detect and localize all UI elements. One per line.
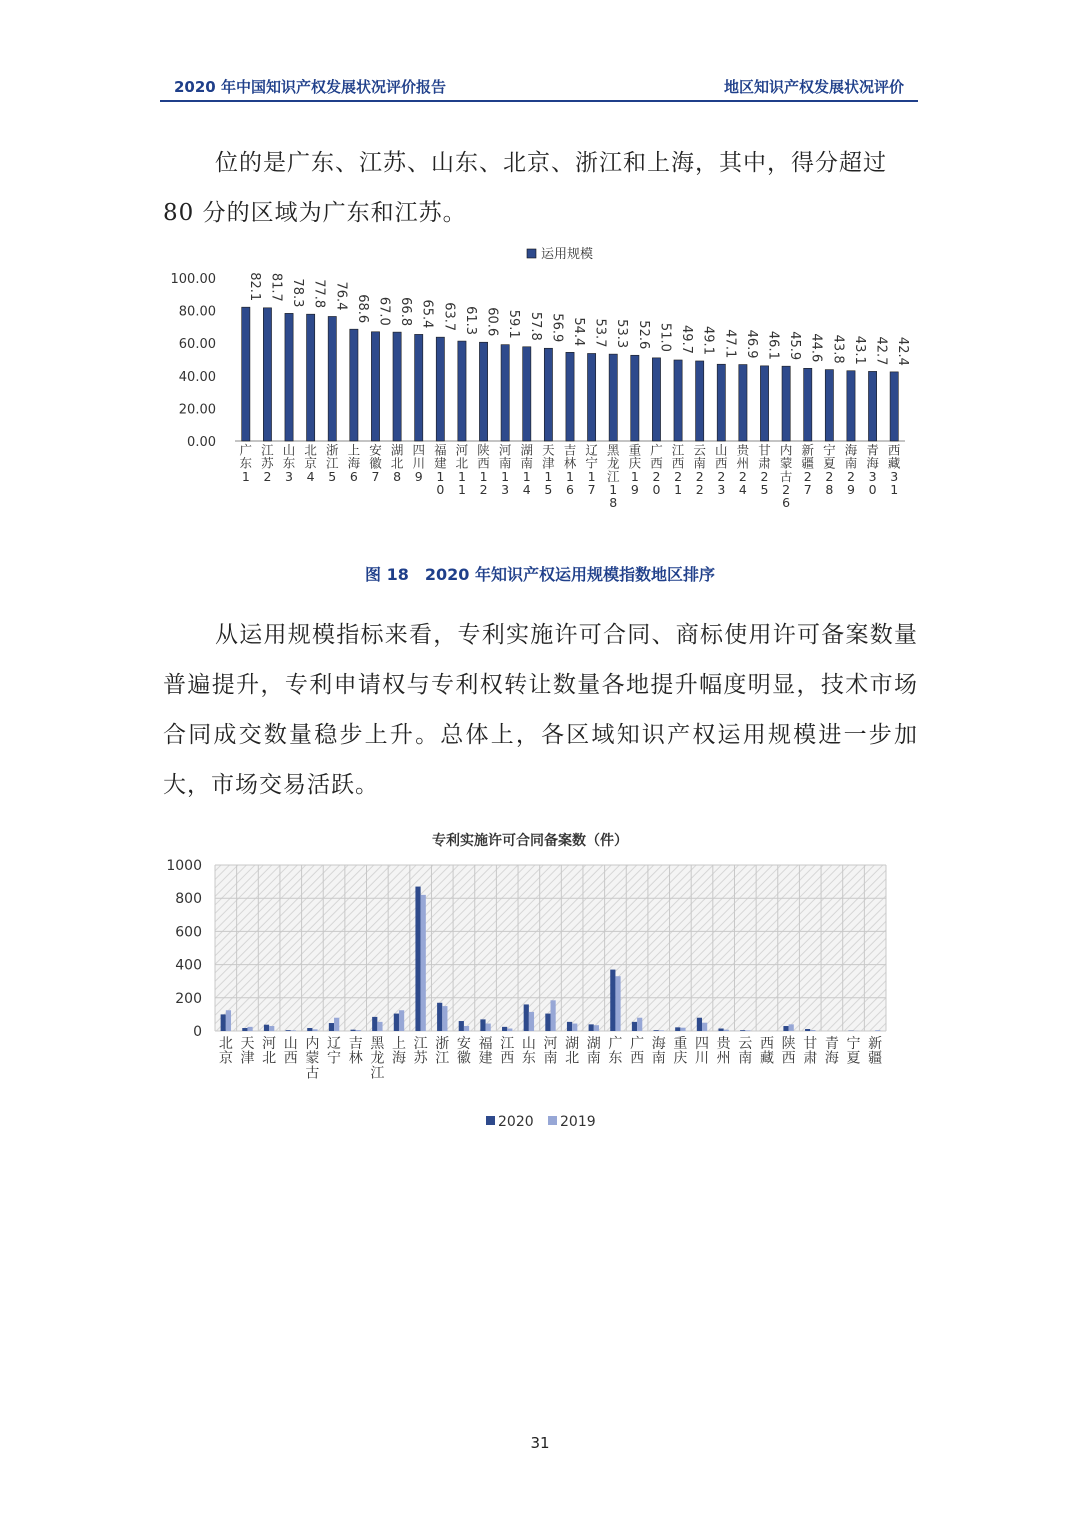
chart1-category-label: 广西 2 0 [650, 442, 663, 497]
chart2-bar-2019 [507, 1029, 512, 1031]
chart2-y-tick-label: 200 [175, 990, 202, 1007]
chart2-category-label: 北京 [218, 1036, 233, 1067]
chart1-value-label: 61.3 [462, 306, 478, 336]
chart1-value-label: 65.4 [419, 299, 435, 329]
chart2-bar-2020 [286, 1030, 291, 1031]
chart2-category-label: 山东 [521, 1036, 536, 1067]
chart1-value-label: 59.1 [506, 309, 522, 339]
chart1-category-label: 北京 4 [304, 442, 317, 484]
chart1-bar [523, 347, 531, 441]
chart2-bar-2019 [334, 1018, 339, 1031]
chart2-bar-2019 [529, 1012, 534, 1031]
chart1-bar [263, 308, 271, 441]
chart1-category-label: 西藏 3 1 [887, 442, 901, 497]
chart2-bar-2020 [350, 1030, 355, 1031]
chart-patent-license-contracts [150, 825, 910, 1145]
chart1-legend-swatch [527, 249, 536, 258]
chart1-category-label: 内蒙古 2 6 [779, 442, 793, 510]
chart2-category-label: 河南 [543, 1036, 558, 1067]
chart1-value-label: 52.6 [635, 320, 651, 350]
chart2-category-label: 陕西 [781, 1036, 796, 1067]
chart2-category-label: 西藏 [759, 1036, 774, 1067]
chart2-category-label: 贵州 [716, 1036, 731, 1067]
chart1-value-label: 77.8 [311, 279, 327, 309]
chart2-bar-2019 [810, 1030, 815, 1031]
chart2-legend-label: 2019 [560, 1114, 596, 1130]
chart1-value-label: 68.6 [354, 294, 370, 324]
chart1-value-label: 51.0 [657, 322, 673, 352]
chart2-category-label: 新疆 [868, 1036, 883, 1067]
chart1-bar [847, 371, 855, 441]
chart2-category-label: 浙江 [435, 1036, 450, 1067]
chart2-category-label: 黑龙江 [370, 1036, 385, 1082]
chart1-bar [328, 316, 336, 441]
chart1-category-label: 江西 2 1 [671, 442, 685, 497]
chart2-category-label: 天津 [240, 1036, 255, 1067]
chart1-category-label: 广东 1 [239, 442, 253, 484]
chart1-bar [501, 345, 509, 441]
chart1-category-label: 浙江 5 [326, 442, 339, 484]
chart2-category-label: 湖南 [586, 1036, 601, 1067]
chart2-bar-2020 [783, 1026, 788, 1031]
chart2-bar-2020 [545, 1014, 550, 1031]
chart2-category-label: 湖北 [565, 1036, 580, 1067]
chart1-value-label: 47.1 [722, 329, 738, 359]
chart1-category-label: 陕西 1 2 [477, 442, 490, 497]
chart1-bar [760, 366, 768, 441]
chart1-bar [285, 313, 293, 441]
chart1-category-label: 湖北 8 [390, 442, 404, 484]
chart1-category-label: 黑龙江 1 8 [606, 442, 620, 510]
chart1-category-label: 贵州 2 4 [736, 442, 750, 497]
chart2-category-label: 重庆 [673, 1036, 688, 1067]
chart2-category-label: 安徽 [456, 1036, 471, 1067]
chart1-value-label: 81.7 [268, 272, 284, 302]
chart1-category-label: 青海 3 0 [866, 442, 879, 497]
chart2-bar-2020 [718, 1029, 723, 1031]
chart1-bar [674, 360, 682, 441]
chart1-bar [458, 341, 466, 441]
chart2-bar-2019 [551, 1000, 556, 1031]
chart2-y-tick-label: 1000 [166, 858, 202, 874]
chart1-y-tick-label: 20.00 [178, 402, 216, 418]
chart2-bar-2020 [740, 1030, 745, 1031]
chart1-value-label: 78.3 [290, 278, 306, 308]
chart1-value-label: 42.4 [895, 336, 911, 366]
page-number: 31 [530, 1434, 550, 1452]
chart2-bar-2020 [221, 1014, 226, 1031]
chart1-category-label: 河南 1 3 [498, 442, 512, 497]
chart1-category-label: 山东 3 [282, 442, 296, 484]
chart2-category-label: 青海 [824, 1036, 839, 1067]
chart2-bar-2019 [442, 1006, 447, 1031]
chart1-bar [479, 342, 487, 441]
chart1-bar [393, 332, 401, 441]
chart2-category-label: 辽宁 [327, 1036, 342, 1067]
chart2-title: 专利实施许可合同备案数（件） [432, 833, 628, 849]
chart2-bar-2019 [486, 1024, 491, 1031]
figure-caption: 图 18 2020 年知识产权运用规模指数地区排序 [365, 565, 715, 584]
chart2-bar-2020 [524, 1004, 529, 1031]
chart1-category-label: 甘肃 2 5 [758, 442, 771, 497]
page-header [160, 72, 918, 102]
chart1-category-label: 河北 1 1 [455, 442, 469, 497]
chart1-value-label: 42.7 [873, 336, 889, 366]
chart2-category-label: 吉林 [348, 1036, 363, 1067]
chart2-bar-2019 [226, 1010, 231, 1031]
chart2-bar-2019 [745, 1030, 750, 1031]
chart2-bar-2020 [372, 1017, 377, 1031]
chart2-legend-swatch [486, 1116, 495, 1125]
chart2-bar-2020 [567, 1022, 572, 1031]
chart1-bar [825, 370, 833, 441]
chart2-y-tick-label: 0 [193, 1024, 202, 1040]
chart1-value-label: 57.8 [527, 311, 543, 341]
chart2-category-label: 江西 [500, 1036, 515, 1067]
chart2-bar-2020 [480, 1019, 485, 1031]
chart2-bar-2020 [697, 1018, 702, 1031]
chart1-value-label: 76.4 [333, 281, 349, 311]
chart1-category-label: 四川 9 [412, 442, 425, 484]
chart1-bar [436, 337, 444, 441]
header-section-title: 地区知识产权发展状况评价 [723, 78, 904, 96]
chart1-bar [609, 354, 617, 441]
chart-usage-scale [150, 240, 920, 530]
chart1-bar [415, 334, 423, 441]
chart2-legend-label: 2020 [498, 1114, 534, 1130]
chart2-bar-2020 [242, 1028, 247, 1031]
chart2-bar-2019 [702, 1023, 707, 1031]
chart2-category-label: 广东 [608, 1036, 623, 1067]
chart1-bars [242, 307, 899, 441]
chart2-bar-2020 [307, 1028, 312, 1031]
chart1-category-label: 湖南 1 4 [520, 442, 534, 497]
chart2-bar-2019 [637, 1018, 642, 1031]
chart2-bar-2019 [680, 1028, 685, 1031]
chart1-category-label: 宁夏 2 8 [823, 442, 836, 497]
chart1-bar [890, 372, 898, 441]
chart2-category-label: 河北 [262, 1036, 277, 1067]
chart1-category-label: 江苏 2 [261, 442, 274, 484]
chart2-y-tick-label: 600 [175, 924, 202, 941]
chart1-category-label: 新疆 2 7 [801, 442, 814, 497]
chart2-bar-2019 [594, 1025, 599, 1031]
chart2-bar-2019 [659, 1030, 664, 1031]
chart2-bar-2020 [610, 970, 615, 1031]
chart2-bar-2020 [675, 1027, 680, 1031]
chart2-category-label: 内蒙古 [305, 1036, 320, 1082]
chart2-category-label: 四川 [695, 1036, 710, 1067]
chart2-bar-2019 [291, 1030, 296, 1031]
chart1-legend [527, 246, 593, 262]
chart1-bar [544, 348, 552, 441]
chart2-bar-2020 [632, 1022, 637, 1031]
chart2-bar-2019 [572, 1024, 577, 1031]
chart2-bar-2019 [421, 895, 426, 1031]
chart1-value-label: 56.9 [549, 313, 565, 343]
chart1-bar [350, 329, 358, 441]
chart1-value-label: 53.3 [614, 319, 630, 349]
chart2-bar-2019 [312, 1029, 317, 1031]
chart2-bar-2019 [399, 1010, 404, 1031]
chart2-y-tick-label: 800 [175, 891, 202, 908]
chart1-value-labels [247, 272, 910, 366]
chart1-category-label: 吉林 1 6 [563, 442, 577, 497]
chart2-bar-2019 [356, 1030, 361, 1031]
chart1-value-label: 66.8 [398, 297, 414, 327]
chart1-value-label: 46.1 [765, 330, 781, 360]
chart1-bar [242, 307, 250, 441]
chart2-category-label: 山西 [283, 1036, 298, 1067]
chart1-bar [652, 358, 660, 441]
chart1-category-label: 天津 1 5 [542, 442, 555, 497]
chart1-bar [371, 332, 379, 441]
chart2-bar-2020 [805, 1029, 810, 1031]
chart1-value-label: 49.1 [700, 326, 716, 355]
chart2-bar-2020 [394, 1014, 399, 1031]
chart1-bar [588, 353, 596, 441]
chart1-y-tick-label: 80.00 [178, 304, 216, 320]
chart1-bar [631, 355, 639, 441]
chart1-bar [566, 352, 574, 441]
chart2-bar-2020 [589, 1024, 594, 1031]
chart2-bar-2019 [724, 1030, 729, 1031]
chart1-category-label: 海南 2 9 [844, 442, 858, 497]
chart1-bar [868, 371, 876, 441]
chart2-bar-2019 [269, 1026, 274, 1031]
chart2-category-label: 海南 [651, 1036, 666, 1067]
chart1-category-label: 云南 2 2 [693, 442, 706, 497]
chart2-bar-2020 [437, 1003, 442, 1031]
chart1-value-label: 82.1 [246, 272, 262, 302]
chart2-bar-2019 [789, 1024, 794, 1031]
chart2-bar-2020 [654, 1030, 659, 1031]
chart1-legend-label: 运用规模 [541, 247, 594, 262]
chart1-category-label: 山西 2 3 [715, 442, 728, 497]
chart1-value-label: 60.6 [484, 307, 500, 337]
chart1-category-label: 重庆 1 9 [628, 442, 642, 497]
chart2-bar-2020 [415, 887, 420, 1031]
chart2-category-labels [219, 1035, 882, 1081]
chart1-category-label: 辽宁 1 7 [585, 442, 598, 497]
chart1-category-labels [240, 443, 901, 511]
paragraph-intro: 位的是广东、江苏、山东、北京、浙江和上海，其中，得分超过80 分的区域为广东和江苏。 [163, 150, 887, 226]
chart1-bar [782, 366, 790, 441]
chart1-value-label: 63.7 [441, 302, 457, 332]
chart2-bar-2019 [615, 976, 620, 1031]
chart2-bar-2019 [875, 1030, 880, 1031]
chart2-category-label: 福建 [478, 1036, 493, 1067]
chart2-bar-2019 [247, 1027, 252, 1031]
chart1-category-label: 福建 1 0 [434, 442, 447, 497]
chart1-y-tick-label: 60.00 [178, 337, 216, 353]
chart1-bar [696, 361, 704, 441]
chart1-y-tick-label: 40.00 [178, 369, 216, 385]
chart1-category-label: 上海 6 [347, 442, 361, 484]
paragraph-analysis: 从运用规模指标来看，专利实施许可合同、商标使用许可备案数量普遍提升，专利申请权与专利权转让数量各地提升幅度明显，技术市场合同成交数量稳步上升。总体上，各区域知识产权运用规模进一步加大，市场交易活跃。 [163, 622, 918, 798]
chart2-category-label: 上海 [391, 1036, 406, 1067]
chart1-value-label: 45.9 [787, 331, 803, 361]
chart2-category-label: 江苏 [413, 1036, 428, 1067]
chart2-legend-swatch [548, 1116, 557, 1125]
chart2-bar-2019 [464, 1026, 469, 1031]
chart2-category-label: 宁夏 [846, 1036, 861, 1067]
chart2-legend [486, 1114, 596, 1130]
chart2-y-tick-label: 400 [175, 957, 202, 974]
chart1-value-label: 46.9 [743, 329, 759, 359]
chart1-value-label: 67.0 [376, 296, 392, 326]
header-report-title: 2020 年中国知识产权发展状况评价报告 [174, 78, 446, 96]
chart1-value-label: 49.7 [679, 325, 695, 354]
chart1-y-tick-label: 100.00 [170, 272, 216, 287]
chart1-value-label: 53.7 [592, 318, 608, 348]
chart1-value-label: 43.8 [830, 334, 846, 364]
chart2-bar-2020 [264, 1025, 269, 1031]
chart2-bar-2020 [459, 1021, 464, 1031]
chart1-bar [717, 364, 725, 441]
chart2-category-label: 广西 [630, 1036, 645, 1067]
chart1-bar [804, 368, 812, 441]
chart1-y-tick-label: 0.00 [187, 435, 216, 450]
chart2-bar-2019 [377, 1022, 382, 1031]
chart2-category-label: 甘肃 [803, 1036, 818, 1067]
chart1-value-label: 54.4 [571, 317, 586, 347]
chart1-value-label: 43.1 [851, 335, 867, 365]
chart1-bar [307, 314, 315, 441]
chart2-category-label: 云南 [738, 1036, 753, 1067]
chart1-bar [739, 365, 747, 441]
chart2-bar-2020 [329, 1023, 334, 1031]
chart1-category-label: 安徽 7 [369, 442, 382, 484]
chart1-value-label: 44.6 [808, 333, 824, 363]
chart2-bar-2020 [502, 1027, 507, 1031]
